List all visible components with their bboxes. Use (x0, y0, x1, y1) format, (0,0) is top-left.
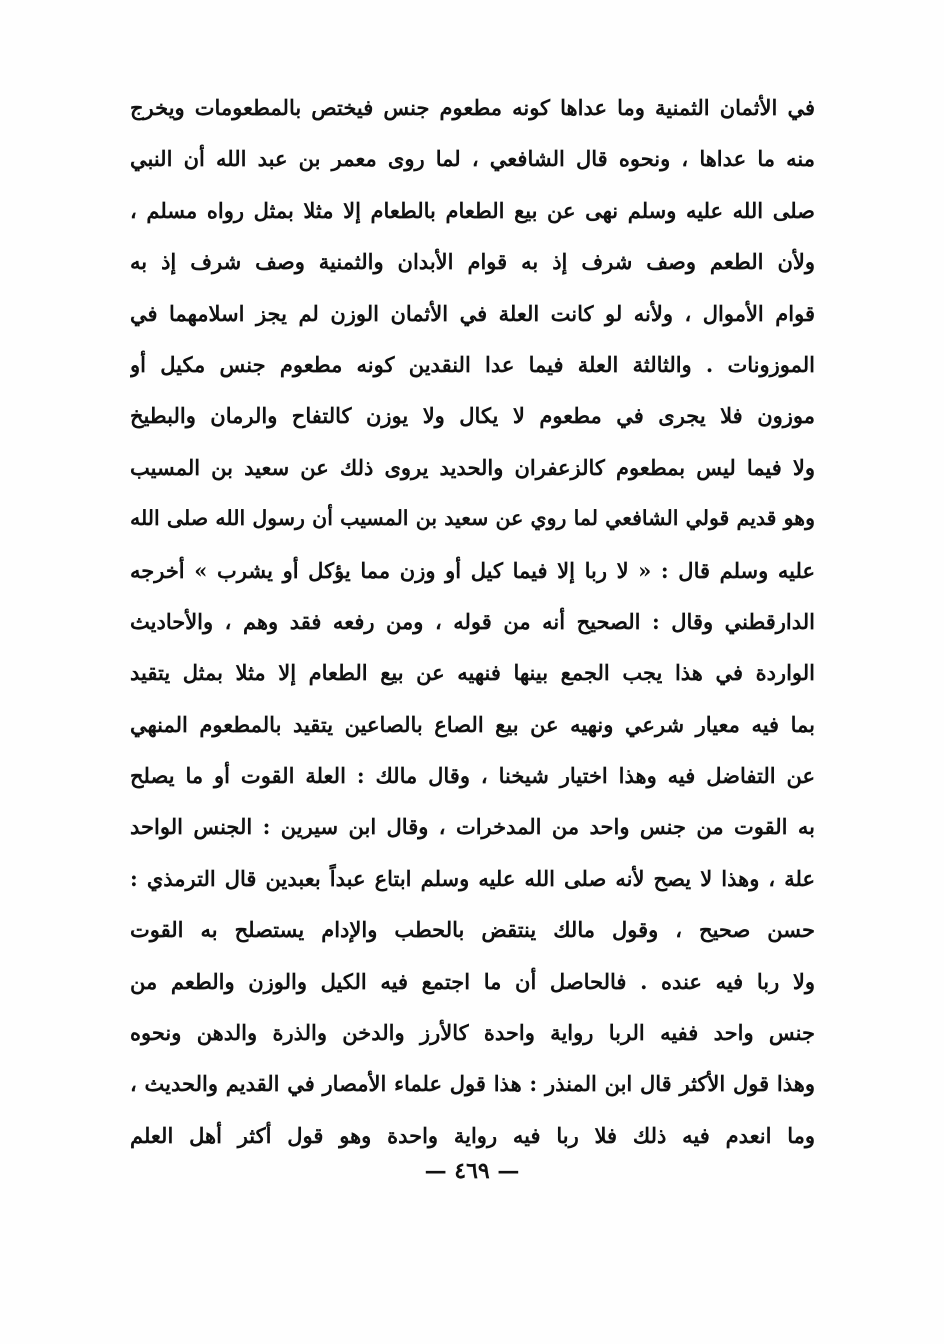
text-line: ولأن الطعم وصف شرف إذ به قوام الأبدان والثمنية وصف شرف إذ به (130, 249, 815, 275)
text-line: علة ، وهذا لا يصح لأنه صلى الله عليه وسلم ابتاع عبداً بعبدين قال الترمذي : (130, 865, 815, 891)
text-line: قوام الأموال ، ولأنه لو كانت العلة في الأثمان الوزن لم يجز اسلامهما في (130, 300, 815, 326)
page-number: — ٤٦٩ — (424, 1158, 520, 1184)
text-line: به القوت من جنس واحد من المدخرات ، وقال ابن سيرين : الجنس الواحد (130, 814, 815, 840)
text-line: بما فيه معيار شرعي ونهيه عن بيع الصاع بالصاعين يتقيد بالمطعوم المنهي (130, 711, 815, 737)
text-line: وما انعدم فيه ذلك فلا ربا فيه رواية واحدة وهو قول أكثر أهل العلم (130, 1122, 815, 1148)
text-line: وهو قديم قولي الشافعي لما روي عن سعيد بن المسيب أن رسول الله صلى الله (130, 506, 815, 531)
text-line: صلى الله عليه وسلم نهى عن بيع الطعام بالطعام إلا مثلا بمثل رواه مسلم ، (130, 197, 815, 223)
text-line: موزون فلا يجرى في مطعوم لا يكال ولا يوزن كالتفاح والرمان والبطيخ (130, 403, 815, 429)
text-line: حسن صحيح ، وقول مالك ينتقض بالحطب والإدام يستصلح به القوت (130, 917, 815, 943)
text-line: الواردة في هذا يجب الجمع بينها فنهيه عن بيع الطعام إلا مثلا بمثل يتقيد (130, 660, 815, 686)
text-line: منه ما عداها ، ونحوه قال الشافعي ، لما روى معمر بن عبد الله أن النبي (130, 146, 815, 172)
text-line: عليه وسلم قال : « لا ربا إلا فيما كيل أو وزن مما يؤكل أو يشرب » أخرجه (130, 557, 815, 583)
text-line: الموزونات . والثالثة العلة فيما عدا النقدين كونه مطعوم جنس مكيل أو (130, 351, 815, 377)
text-line: وهذا قول الأكثر قال ابن المنذر : هذا قول علماء الأمصار في القديم والحديث ، (130, 1071, 815, 1097)
text-line: جنس واحد ففيه الربا رواية واحدة كالأرز والدخن والذرة والدهن ونحوه (130, 1020, 815, 1046)
body-text (130, 82, 815, 1161)
text-line: ولا فيما ليس بمطعوم كالزعفران والحديد يروى ذلك عن سعيد بن المسيب (130, 454, 815, 480)
text-line: عن التفاضل فيه وهذا اختيار شيخنا ، وقال مالك : العلة القوت أو ما يصلح (130, 763, 815, 789)
text-line: ولا ربا فيه عنده . فالحاصل أن ما اجتمع فيه الكيل والوزن والطعم من (130, 968, 815, 994)
text-line: في الأثمان الثمنية وما عداها كونه مطعوم جنس فيختص بالمطعومات ويخرج (130, 95, 815, 120)
text-line: الدارقطني وقال : الصحيح أنه من قوله ، ومن رفعه فقد وهم ، والأحاديث (130, 608, 815, 634)
